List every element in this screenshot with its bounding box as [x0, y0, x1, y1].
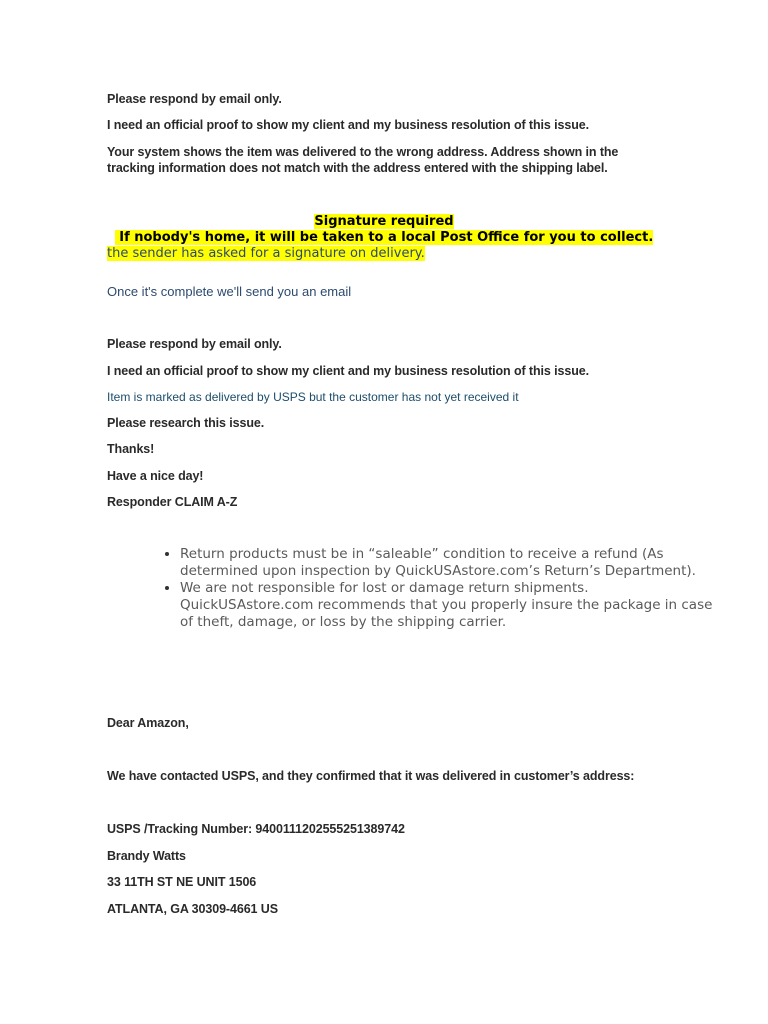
greeting-text: Dear Amazon, [107, 716, 189, 730]
responder-text: Responder CLAIM A-Z [107, 495, 238, 509]
post-office-notice: If nobody's home, it will be taken to a local Post Office for you to collect. [114, 230, 654, 245]
city-address-text: ATLANTA, GA 30309-4661 US [107, 902, 278, 916]
wrong-address-text-2: tracking information does not match with the address entered with the shipping label. [107, 161, 608, 175]
sender-signature-notice: the sender has asked for a signature on delivery. [107, 246, 425, 261]
wrong-address-text-1: Your system shows the item was delivered to the wrong address. Address shown in the [107, 145, 619, 159]
delivered-not-received-note: Item is marked as delivered by USPS but the customer has not yet received it [107, 390, 519, 404]
respond-by-email-text: Please respond by email only. [107, 92, 282, 106]
official-proof-text: I need an official proof to show my client and my business resolution of this issue. [107, 118, 589, 132]
thanks-text: Thanks! [107, 442, 155, 456]
policy-item-saleable: • Return products must be in “saleable” condition to receive a refund (As determined upon inspection by QuickUSAstore.com’s Return’s Department). [180, 546, 720, 580]
research-issue-text: Please research this issue. [107, 416, 265, 430]
nice-day-text: Have a nice day! [107, 469, 204, 483]
return-policy-list [138, 546, 720, 631]
policy-item-lost-damage: • We are not responsible for lost or damage return shipments. QuickUSAstore.com recommends that you properly insure the package in case of theft, damage, or loss by the shipping carrier. [180, 580, 720, 631]
tracking-number-text: USPS /Tracking Number: 9400111202555251389742 [107, 822, 405, 836]
signature-required-title: Signature required [314, 214, 454, 229]
street-address-text: 33 11TH ST NE UNIT 1506 [107, 875, 257, 889]
customer-name-text: Brandy Watts [107, 849, 186, 863]
email-confirmation-text: Once it's complete we'll send you an email [107, 284, 352, 299]
official-proof-text-2: I need an official proof to show my client and my business resolution of this issue. [107, 364, 589, 378]
respond-by-email-text-2: Please respond by email only. [107, 337, 282, 351]
signature-line-3-container [107, 244, 425, 262]
usps-confirmation-text: We have contacted USPS, and they confirmed that it was delivered in customer’s address: [107, 769, 635, 783]
